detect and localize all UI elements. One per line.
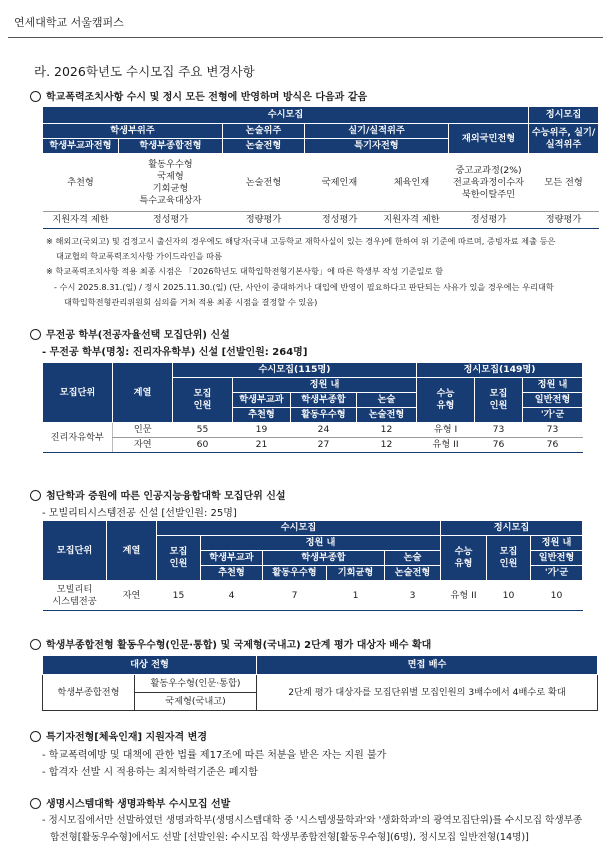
th-silgi: 실기/실적위주 [305, 124, 449, 139]
th-hwaldong: 활동우수형 [263, 566, 327, 581]
cell: 12 [357, 423, 417, 438]
section6-item: 합전형[활동우수형]에서도 선발 [선발인원: 수시모집 학생부종합전형[활동우수형](6명), 정시모집 일반전형(14명)] [50, 832, 529, 843]
th-chucheon: 추천형 [201, 566, 263, 581]
cell-sub2: 국제형(국내고) [135, 693, 257, 711]
circle-bullet-icon [30, 329, 41, 340]
cell: 지원자격 제한 [375, 212, 449, 229]
th-jeongwon2: 정원 내 [523, 378, 583, 393]
cell: 10 [487, 581, 531, 611]
note-line: ※ 해외고(국외고) 및 검정고시 출신자의 경우에도 해당자(국내 고등학교 재학사실이 있는 경우)에 한하여 위 기준에 따르며, 증빙자료 제출 등은 [46, 236, 556, 246]
th-susi: 수시모집 [43, 107, 529, 124]
th-ga: '가'군 [523, 408, 583, 423]
section3-heading-text: 첨단학과 증원에 따른 인공지능융합대학 모집단위 신설 [46, 491, 286, 502]
note-line: 대교협의 학교폭력조치사항 가이드라인을 따름 [56, 251, 222, 261]
th-jeongsi: 정시모집(149명) [417, 363, 583, 378]
cell-unit: 진리자유학부 [43, 423, 113, 453]
th-jonghap: 학생부종합 [263, 551, 385, 566]
cell: 지원자격 제한 [43, 212, 119, 229]
cell: 73 [475, 423, 523, 438]
circle-bullet-icon [30, 490, 41, 501]
circle-bullet-icon [30, 91, 41, 102]
cell: 76 [475, 438, 523, 453]
cell: 19 [233, 423, 291, 438]
th-ilban: 일반전형 [531, 551, 583, 566]
th-jeongwon: 정원 내 [201, 536, 441, 551]
th-jeongwon2: 정원 내 [531, 536, 583, 551]
header-divider [8, 37, 603, 38]
th-nonsul-t: 논술전형 [223, 139, 305, 154]
cell: 유형 I [417, 423, 475, 438]
cell: 논술전형 [223, 154, 305, 212]
th-gye: 계열 [107, 521, 157, 581]
section6-heading [30, 795, 230, 810]
note-line: ※ 학교폭력조치사항 적용 최종 시점은 「2026학년도 대학입학전형기본사항」에 따른 학생부 작성 기준일로 함 [46, 266, 443, 276]
th-hwaldong: 활동우수형 [291, 408, 357, 423]
cell: 정성평가 [305, 212, 375, 229]
th-nonsul-t: 논술전형 [385, 566, 441, 581]
th-jeongwon: 정원 내 [233, 378, 417, 393]
th-mojip2: 모집 인원 [487, 536, 531, 581]
th-jonghap: 학생부종합전형 [119, 139, 223, 154]
section5-heading-text: 특기자전형[체육인재] 지원자격 변경 [46, 732, 208, 743]
cell: 60 [173, 438, 233, 453]
th-gwagyo: 학생부교과 [233, 393, 291, 408]
cell: 정성평가 [449, 212, 529, 229]
table-multiple [42, 655, 598, 711]
cell: 4 [201, 581, 263, 611]
cell: 1 [327, 581, 385, 611]
cell: 24 [291, 423, 357, 438]
th-unit: 모집단위 [43, 521, 107, 581]
cell: 21 [233, 438, 291, 453]
section1-heading [30, 88, 367, 103]
cell: 76 [523, 438, 583, 453]
circle-bullet-icon [30, 731, 41, 742]
university-header: 연세대학교 서울캠퍼스 [14, 16, 124, 29]
th-gwagyo: 학생부교과전형 [43, 139, 119, 154]
th-nonsul: 논술위주 [223, 124, 305, 139]
note-line: 대학입학전형관리위원회 심의를 거쳐 적용 최종 시점을 결정할 수 있음) [64, 297, 318, 307]
th-hakbu: 학생부위주 [43, 124, 223, 139]
cell: 활동우수형 국제형 기회균형 특수교육대상자 [119, 154, 223, 212]
th-jeongsi: 정시모집 [441, 521, 583, 536]
th-susi: 수시모집 [157, 521, 441, 536]
th-teukgi: 특기자전형 [305, 139, 449, 154]
section6-item: - 정시모집에서만 선발하였던 생명과학부(생명시스템대학 중 '시스템생물학과'와 '생화학과'의 광역모집단위)를 수시모집 학생부종 [42, 815, 583, 826]
th-jeongsi-sub: 수능위주, 실기/실적위주 [529, 124, 599, 154]
th-suneung: 수능 유형 [441, 536, 487, 581]
cell: 중고교과정(2%) 전교육과정이수자 북한이탈주민 [449, 154, 529, 212]
cell: 정량평가 [223, 212, 305, 229]
cell: 국제인재 [305, 154, 375, 212]
circle-bullet-icon [30, 798, 41, 809]
page-title: 라. 2026학년도 수시모집 주요 변경사항 [34, 64, 255, 79]
cell: 73 [523, 423, 583, 438]
section3-sub: - 모빌리티시스템전공 신설 [선발인원: 25명] [42, 508, 237, 519]
cell-unit: 모빌리티 시스템전공 [43, 581, 107, 611]
th-jonghap: 학생부종합 [291, 393, 357, 408]
table-free-major [42, 362, 583, 453]
circle-bullet-icon [30, 639, 41, 650]
section3-heading [30, 487, 286, 502]
th-chucheon: 추천형 [233, 408, 291, 423]
th-multiple: 면접 배수 [257, 656, 598, 675]
th-susi: 수시모집(115명) [173, 363, 417, 378]
th-gihoe: 기회균형 [327, 566, 385, 581]
cell: 55 [173, 423, 233, 438]
th-mojip: 모집 인원 [157, 536, 201, 581]
cell: 모든 전형 [529, 154, 599, 212]
cell: 정성평가 [119, 212, 223, 229]
section4-heading [30, 636, 431, 651]
cell: 추천형 [43, 154, 119, 212]
cell: 정량평가 [529, 212, 599, 229]
th-target: 대상 전형 [43, 656, 257, 675]
cell: 체육인재 [375, 154, 449, 212]
section4-heading-text: 학생부종합전형 활동우수형(인문·통합) 및 국제형(국내고) 2단계 평가 대상자 배수 확대 [46, 640, 432, 651]
th-jaeoe: 재외국민전형 [449, 124, 529, 154]
cell: 유형 II [417, 438, 475, 453]
cell: 유형 II [441, 581, 487, 611]
table-school-violence [42, 106, 599, 229]
cell-desc: 2단계 평가 대상자를 모집단위별 모집인원의 3배수에서 4배수로 확대 [257, 675, 598, 711]
section6-heading-text: 생명시스템대학 생명과학부 수시모집 선발 [46, 799, 231, 810]
cell-type: 학생부종합전형 [43, 675, 135, 711]
th-unit: 모집단위 [43, 363, 113, 423]
section5-item: - 합격자 선발 시 적용하는 최저학력기준은 폐지함 [42, 767, 258, 778]
cell: 12 [357, 438, 417, 453]
section2-sub: - 무전공 학부(명칭: 진리자유학부) 신설 [선발인원: 264명] [42, 347, 308, 358]
th-nonsul-t: 논술전형 [357, 408, 417, 423]
th-nonsul: 논술 [357, 393, 417, 408]
th-gye: 계열 [113, 363, 173, 423]
th-gwagyo: 학생부교과 [201, 551, 263, 566]
cell-sub1: 활동우수형(인문·통합) [135, 675, 257, 693]
th-mojip2: 모집 인원 [475, 378, 523, 423]
cell: 7 [263, 581, 327, 611]
th-ilban: 일반전형 [523, 393, 583, 408]
th-jeongsi: 정시모집 [529, 107, 599, 124]
th-suneung: 수능 유형 [417, 378, 475, 423]
section5-heading [30, 728, 207, 743]
section5-item: - 학교폭력예방 및 대책에 관한 법률 제17조에 따른 처분을 받은 자는 지원 불가 [42, 750, 387, 761]
note-line: - 수시 2025.8.31.(일) / 정시 2025.11.30.(일) (단, 사안이 중대하거나 대입에 반영이 필요하다고 판단되는 사유가 있을 경우에는 우리대학 [54, 282, 554, 292]
cell: 10 [531, 581, 583, 611]
cell: 자연 [107, 581, 157, 611]
table-mobility [42, 520, 583, 611]
th-ga: '가'군 [531, 566, 583, 581]
cell: 인문 [113, 423, 173, 438]
cell: 3 [385, 581, 441, 611]
th-mojip: 모집 인원 [173, 378, 233, 423]
section2-heading-text: 무전공 학부(전공자율선택 모집단위) 신설 [46, 330, 230, 341]
cell: 15 [157, 581, 201, 611]
section2-heading [30, 326, 230, 341]
cell: 27 [291, 438, 357, 453]
th-nonsul: 논술 [385, 551, 441, 566]
section1-heading-text: 학교폭력조치사항 수시 및 정시 모든 전형에 반영하며 방식은 다음과 같음 [46, 92, 368, 103]
cell: 자연 [113, 438, 173, 453]
